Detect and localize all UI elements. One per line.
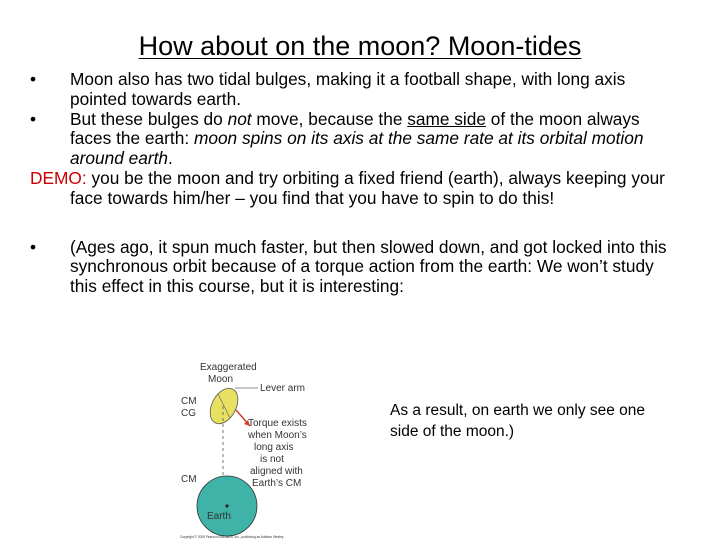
torque-line: aligned with	[250, 466, 303, 477]
torque-line: when Moon’s	[248, 430, 307, 441]
bullet-marker: •	[30, 108, 37, 129]
torque-line: long axis	[254, 442, 294, 453]
slide-title	[0, 30, 720, 62]
demo-text: you be the moon and try orbiting a fixed friend (earth), always keeping your face towards him/her – you find that you have to spin to do this!	[70, 167, 665, 208]
result-text: As a result, on earth we only see one side of the moon.)	[390, 402, 646, 440]
bullet-text-part: of the moon always faces the earth:	[70, 108, 640, 149]
bullet-bulges-do-not-move	[30, 110, 680, 169]
bullet-tidal-bulges	[30, 70, 680, 110]
figure-label-moon-cm: CM	[181, 396, 197, 407]
torque-line: Torque exists	[248, 418, 307, 429]
bullet-text-part: move, because the	[251, 108, 408, 129]
underlined-same-side: same side	[407, 108, 486, 129]
bullet-ages-ago	[30, 238, 680, 297]
slide-title-text: How about on the moon? Moon-tides	[138, 31, 582, 61]
bullet-marker: •	[30, 236, 37, 257]
italic-synchronous-rotation: moon spins on its axis at the same rate at its orbital motion around earth	[70, 128, 644, 169]
spacer	[30, 209, 680, 238]
figure-label-moon: Moon	[208, 374, 234, 385]
emphasis-not: not	[227, 108, 252, 129]
torque-line: Earth’s CM	[252, 478, 302, 489]
torque-caption	[247, 418, 307, 489]
slide-body	[30, 70, 680, 297]
demo-label: DEMO:	[30, 167, 87, 188]
bullet-text-part: But these bulges do	[70, 108, 228, 129]
figure-label-lever-arm: Lever arm	[260, 383, 306, 394]
bullet-marker: •	[30, 69, 37, 89]
bullet-text: (Ages ago, it spun much faster, but then slowed down, and got locked into this synchronous orbit because of a torque action from the earth: We won’t study this effect in this course, but it is interesting:	[70, 236, 667, 297]
figure-copyright: Copyright © 2008 Pearson Education, Inc., publishing as Addison Wesley.	[180, 535, 285, 539]
figure-label-moon-cg: CG	[181, 408, 196, 419]
torque-line: is not	[260, 454, 284, 465]
bullet-text-part: .	[168, 148, 173, 169]
figure-label-earth-cm: CM	[181, 474, 197, 485]
demo-paragraph	[30, 169, 680, 209]
figure-label-earth: Earth	[207, 511, 231, 522]
figure-label-exaggerated: Exaggerated	[200, 362, 257, 373]
bullet-text: Moon also has two tidal bulges, making it a football shape, with long axis pointed towards earth.	[70, 69, 626, 109]
tidal-locking-diagram	[178, 358, 348, 540]
earth-center-dot	[225, 504, 228, 507]
